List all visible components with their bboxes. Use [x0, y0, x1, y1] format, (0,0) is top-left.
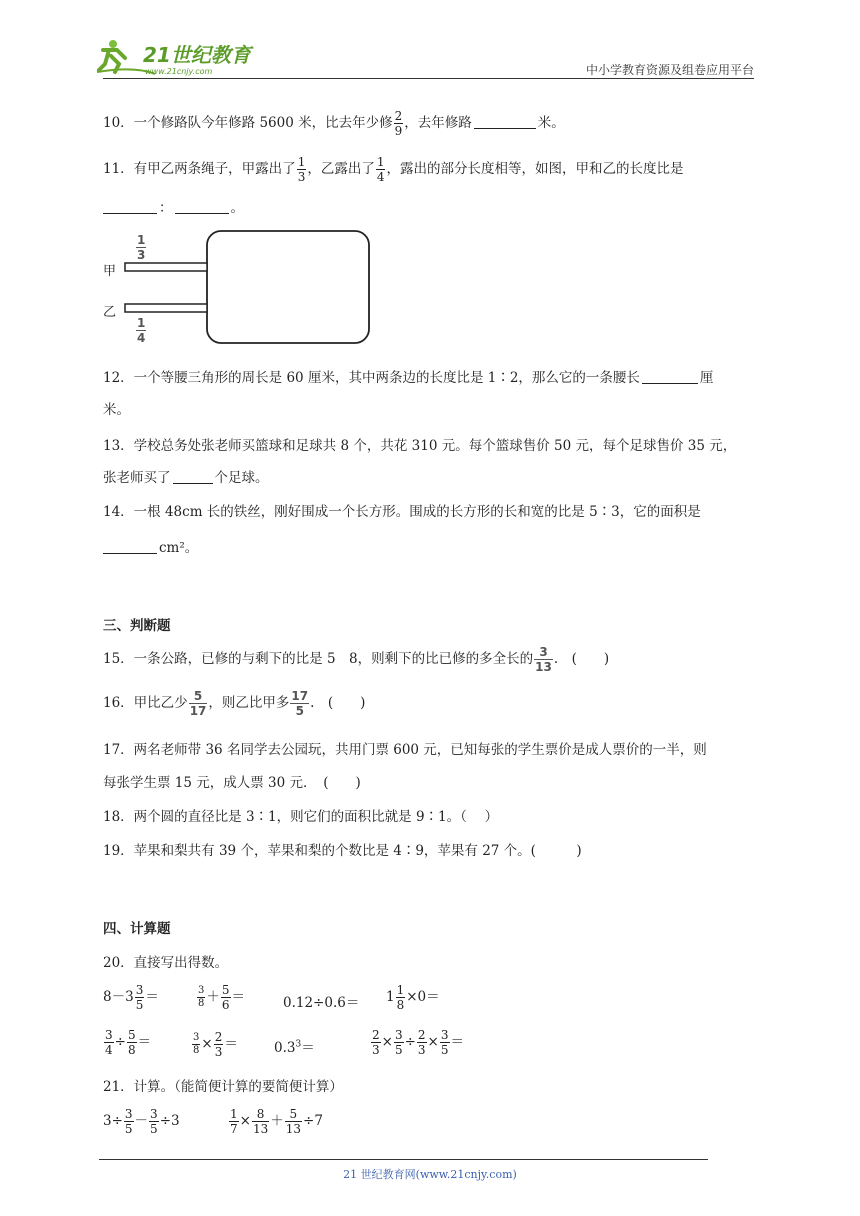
answer-blank[interactable] [175, 201, 229, 214]
calc-expression-5: $\frac{3}{4}$ ÷ $\frac{5}{8}$ ＝ [105, 1028, 152, 1057]
calc-expression-1: 8－3 $\frac{3}{5}$ ＝ [103, 983, 159, 1012]
fraction: $\frac{1}{4}$ [376, 155, 385, 184]
question-15: 15．一条公路，已修的与剩下的比是 5 8，则剩下的比已修的多全长的 $\frac{3}{13}$ . ( ) [103, 645, 610, 674]
footer-text: 21 世纪教育网(www.21cnjy.com) [343, 1168, 517, 1181]
question-21-title: 21．计算。（能简便计算的要简便计算） [103, 1079, 343, 1095]
calc-expression-3: 0.12÷0.6＝ [283, 995, 360, 1011]
question-14-line2: cm²。 [103, 536, 198, 556]
question-17: 17．两名老师带 36 名同学去公园玩，共用门票 600 元，已知每张的学生票价是成人票价的一半，则 [103, 742, 707, 758]
site-logo [95, 36, 265, 78]
label-jia: 甲 [103, 264, 117, 279]
section-heading-calculation: 四、计算题 [103, 921, 171, 937]
fraction-top: $\frac{1}{3}$ [137, 233, 146, 262]
question-13-line2: 张老师买了 个足球。 [103, 470, 269, 486]
question-12: 12．一个等腰三角形的周长是 60 厘米，其中两条边的长度比是 1∶2，那么它的一条腰长 厘 [103, 370, 714, 386]
question-19: 19．苹果和梨共有 39 个，苹果和梨的个数比是 4∶9，苹果有 27 个。( ) [103, 843, 582, 859]
question-20-title: 20．直接写出得数。 [103, 955, 229, 971]
question-11-line2: ： 。 [103, 196, 244, 216]
fraction: $\frac{2}{9}$ [394, 109, 403, 138]
answer-blank[interactable] [103, 541, 157, 554]
question-16: 16．甲比乙少 $\frac{5}{17}$ ，则乙比甲多 $\frac{17}{5}$ . ( ) [103, 689, 366, 718]
answer-blank[interactable] [642, 371, 698, 384]
question-10: 10．一个修路队今年修路 5600 米，比去年少修 $\frac{2}{9}$ ，去年修路 米。 [103, 109, 565, 138]
question-14: 14．一根 48cm 长的铁丝，刚好围成一个长方形。围成的长方形的长和宽的比是 5∶3，它的面积是 [103, 504, 701, 520]
header-divider [103, 78, 754, 79]
calc-expression-2: $\frac{3}{8}$ ＋ $\frac{5}{6}$ ＝ [198, 983, 246, 1012]
fraction: $\frac{5}{17}$ [189, 689, 207, 718]
question-18: 18．两个圆的直径比是 3∶1，则它们的面积比就是 9∶1。（ ） [103, 809, 499, 825]
label-yi: 乙 [103, 305, 117, 320]
question-17-line2: 每张学生票 15 元，成人票 30 元． ( ) [103, 775, 361, 791]
answer-blank[interactable] [474, 116, 536, 129]
calc-expression-4: 1 $\frac{1}{8}$ ×0＝ [386, 983, 440, 1012]
rope-figure [100, 228, 375, 348]
header-platform-text: 中小学教育资源及组卷应用平台 [585, 63, 754, 77]
logo-text: 21世纪教育 [143, 43, 251, 67]
calc-expression-8: $\frac{2}{3}$ × $\frac{3}{5}$ ÷ $\frac{2}{3}$ × $\frac{3}{5}$ ＝ [372, 1028, 464, 1057]
calc-expression-9: 3÷ $\frac{3}{5}$ － $\frac{3}{5}$ ÷3 [103, 1107, 180, 1136]
question-12-line2: 米。 [103, 402, 130, 418]
fraction-bottom: $\frac{1}{4}$ [137, 316, 146, 345]
answer-blank[interactable] [173, 471, 213, 484]
answer-blank[interactable] [103, 201, 157, 214]
calc-expression-10: $\frac{1}{7}$ × $\frac{8}{13}$ ＋ $\frac{5}{13}$ ÷7 [230, 1107, 323, 1136]
calc-expression-6: $\frac{3}{8}$ × $\frac{2}{3}$ ＝ [193, 1030, 238, 1059]
question-13: 13．学校总务处张老师买篮球和足球共 8 个，共花 310 元。每个篮球售价 50 元，每个足球售价 35 元， [103, 438, 737, 454]
question-11: 11．有甲乙两条绳子，甲露出了 $\frac{1}{3}$ ，乙露出了 $\frac{1}{4}$ ，露出的部分长度相等，如图，甲和乙的长度比是 [103, 155, 684, 184]
footer-divider [99, 1159, 708, 1160]
calc-expression-7: $0.3^3=$ [274, 1039, 315, 1056]
fraction: $\frac{3}{13}$ [535, 645, 552, 674]
fraction: $\frac{17}{5}$ [291, 689, 309, 718]
fraction: $\frac{1}{3}$ [297, 155, 306, 184]
section-heading-judgement: 三、判断题 [103, 618, 171, 634]
logo-url: www.21cnjy.com [145, 67, 213, 76]
